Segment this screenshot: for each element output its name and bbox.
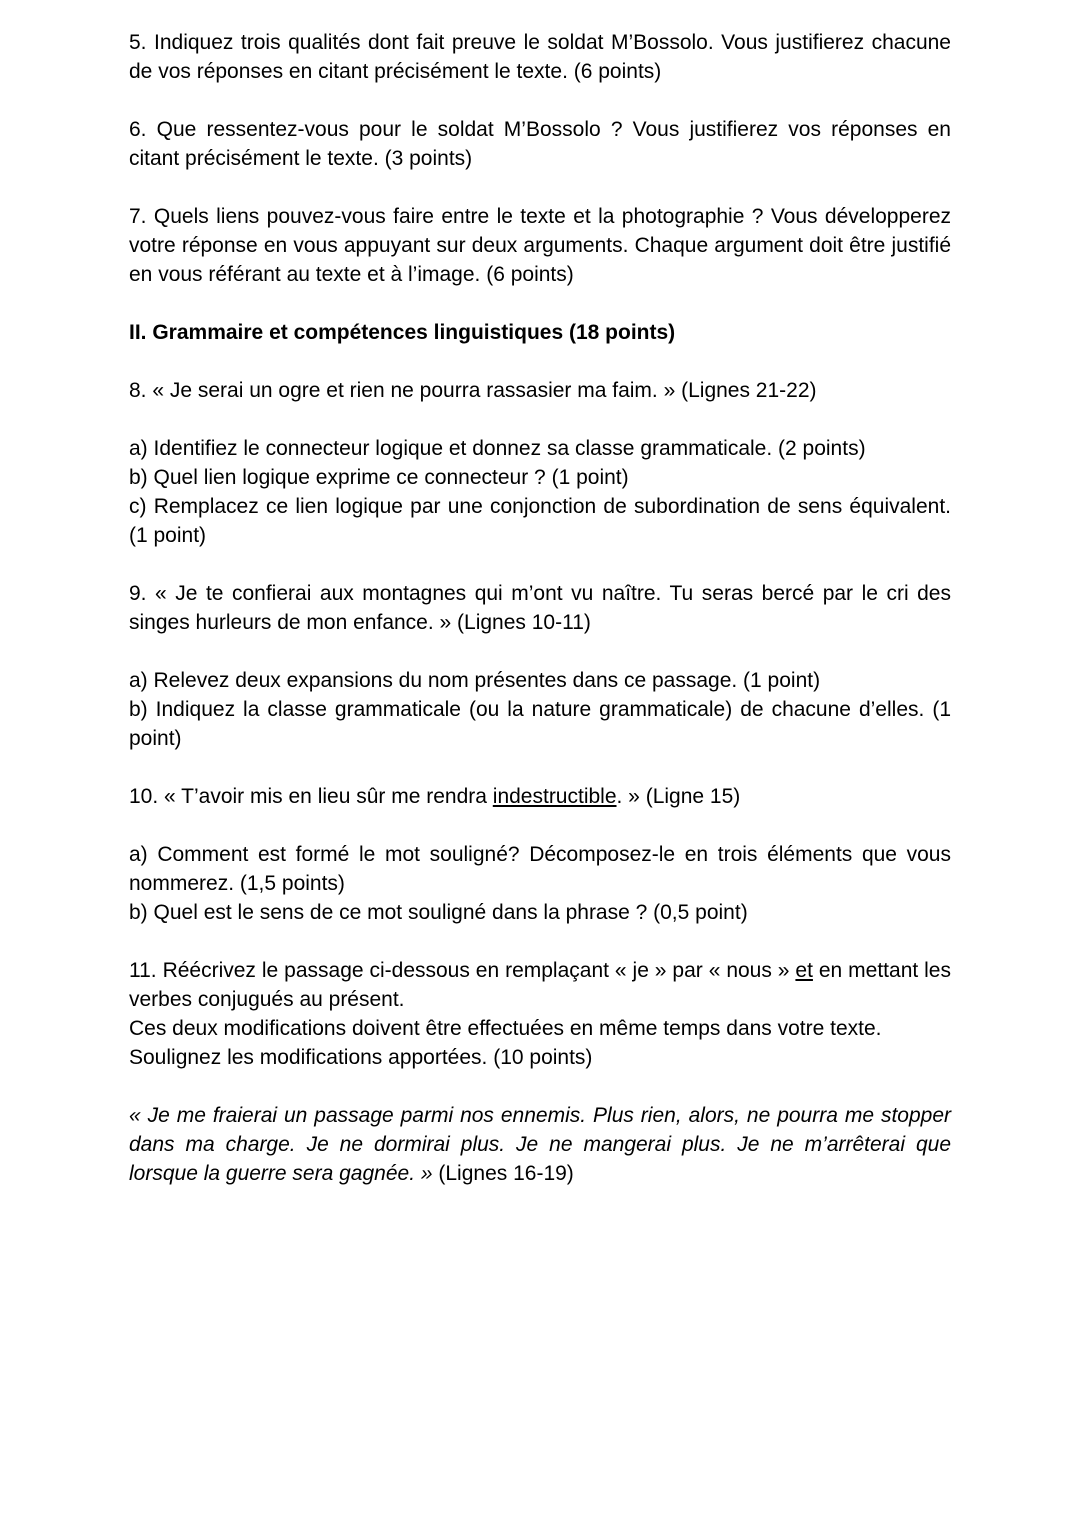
question-9-subquestions	[129, 666, 951, 753]
question-5: 5. Indiquez trois qualités dont fait preuve le soldat M’Bossolo. Vous justifierez chacune de vos réponses en citant précisément le texte. (6 points)	[129, 31, 951, 83]
question-11-instructions	[129, 956, 951, 1072]
question-9a: a) Relevez deux expansions du nom présentes dans ce passage. (1 point)	[129, 669, 821, 692]
section-heading-grammar: II. Grammaire et compétences linguistiques (18 points)	[129, 321, 676, 344]
question-9-quote: 9. « Je te confierai aux montagnes qui m’ont vu naître. Tu seras bercé par le cri des singes hurleurs de mon enfance. » (Lignes 10-11)	[129, 582, 951, 634]
question-11-intro-start: 11. Réécrivez le passage ci-dessous en remplaçant « je » par « nous »	[129, 959, 796, 982]
question-8-quote: 8. « Je serai un ogre et rien ne pourra rassasier ma faim. » (Lignes 21-22)	[129, 379, 817, 402]
question-11-intro-end: en mettant les verbes conjugués au présent.	[129, 959, 951, 1011]
question-8c: c) Remplacez ce lien logique par une conjonction de subordination de sens équivalent. (1 point)	[129, 495, 951, 547]
question-11-line-3: Soulignez les modifications apportées. (10 points)	[129, 1046, 593, 1069]
question-11-passage	[129, 1101, 951, 1188]
passage-text: « Je me fraierai un passage parmi nos ennemis. Plus rien, alors, ne pourra me stopper dans ma charge. Je ne dormirai plus. Je ne mangerai plus. Je ne m’arrêterai que lorsque la guerre sera gagnée. »	[129, 1104, 951, 1185]
question-8a: a) Identifiez le connecteur logique et donnez sa classe grammaticale. (2 points)	[129, 437, 866, 460]
underlined-word-indestructible: indestructible	[492, 785, 617, 808]
question-10-quote-start: 10. « T’avoir mis en lieu sûr me rendra	[129, 785, 493, 808]
question-10-quote	[129, 782, 951, 811]
question-11-intro	[129, 956, 951, 1014]
question-11-line-2: Ces deux modifications doivent être effectuées en même temps dans votre texte.	[129, 1017, 882, 1040]
question-10-quote-end: . » (Ligne 15)	[616, 785, 741, 808]
question-9b: b) Indiquez la classe grammaticale (ou la nature grammaticale) de chacune d’elles. (1 point)	[129, 698, 951, 750]
question-7: 7. Quels liens pouvez-vous faire entre le texte et la photographie ? Vous développerez votre réponse en vous appuyant sur deux arguments. Chaque argument doit être justifié en vous référant au texte et à l’image. (6 points)	[129, 205, 951, 286]
question-10a: a) Comment est formé le mot souligné? Décomposez-le en trois éléments que vous nommerez. (1,5 points)	[129, 843, 951, 895]
question-10-subquestions	[129, 840, 951, 927]
passage-reference: (Lignes 16-19)	[432, 1162, 574, 1185]
document-page	[129, 28, 951, 1217]
question-10b: b) Quel est le sens de ce mot souligné dans la phrase ? (0,5 point)	[129, 901, 748, 924]
question-8-subquestions	[129, 434, 951, 550]
question-8b: b) Quel lien logique exprime ce connecteur ? (1 point)	[129, 466, 629, 489]
underlined-word-et: et	[795, 959, 813, 982]
question-6: 6. Que ressentez-vous pour le soldat M’Bossolo ? Vous justifierez vos réponses en citant précisément le texte. (3 points)	[129, 118, 951, 170]
